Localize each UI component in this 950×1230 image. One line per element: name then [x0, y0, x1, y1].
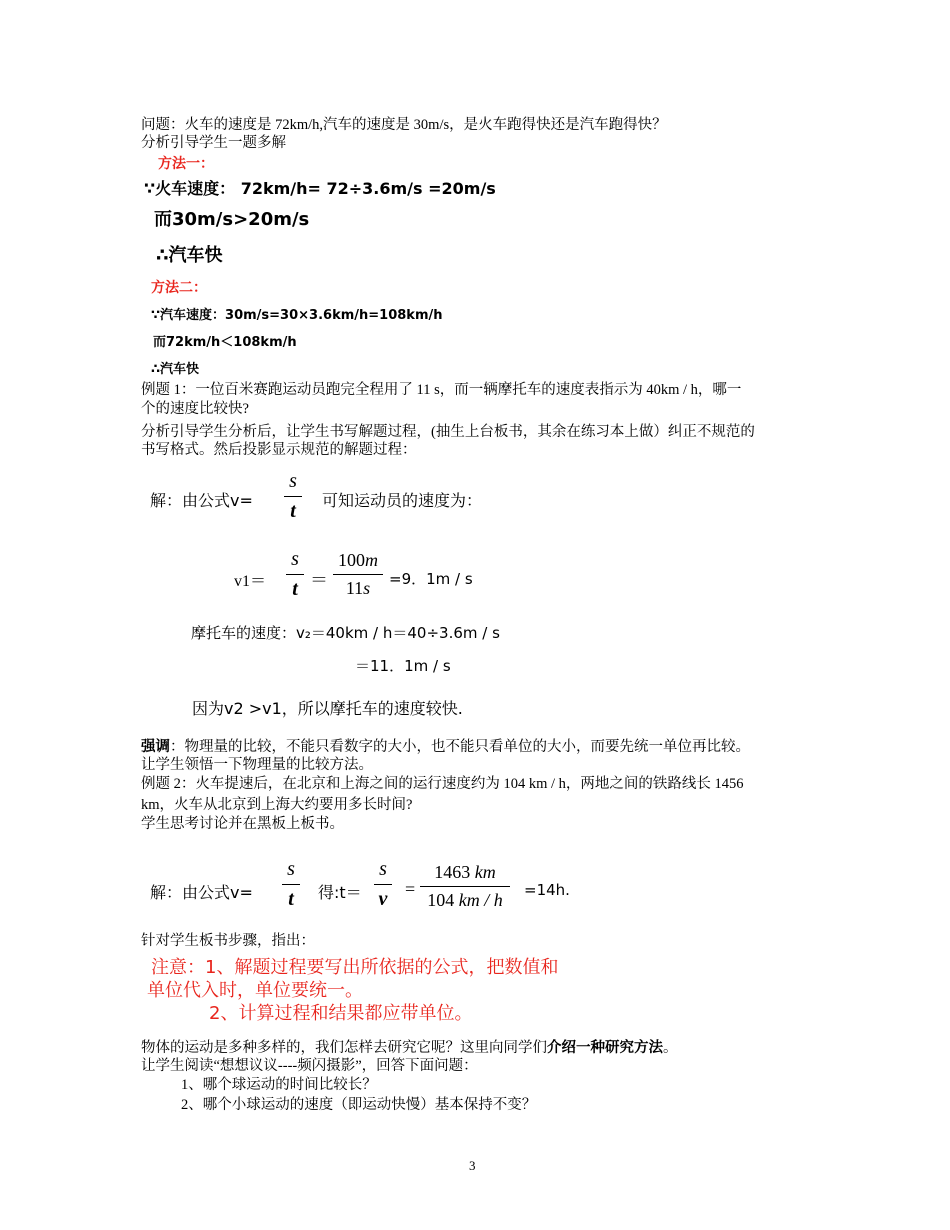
method1-line2: 而30m/s>20m/s — [154, 209, 310, 230]
emphasis-text: ：物理量的比较，不能只看数字的大小，也不能只看单位的大小，而要先统一单位再比较。 — [170, 739, 750, 755]
fraction-bar — [333, 574, 383, 575]
numerator-unit: m — [365, 550, 378, 570]
numerator-value: 100 — [338, 550, 365, 570]
moto-speed-result: ＝11．1m / s — [355, 657, 451, 675]
solution2-mid: 得:t＝ — [318, 883, 362, 902]
fraction-denominator: v — [378, 888, 388, 910]
problem-guide: 分析引导学生一题多解 — [141, 135, 286, 151]
method2-line3: ∴汽车快 — [151, 362, 200, 377]
problem-question: 问题：火车的速度是 72km/h,汽车的速度是 30m/s，是火车跑得快还是汽车跑得快？ — [141, 117, 667, 133]
denominator-unit: s — [363, 578, 371, 598]
method1-line1: ∵火车速度： 72km/h= 72÷3.6m/s =20m/s — [144, 179, 496, 198]
example1-line2: 个的速度比较快? — [141, 401, 249, 417]
fraction-numerator: s — [289, 470, 297, 492]
example1-guide2: 书写格式。然后投影显示规范的解题过程： — [141, 442, 417, 458]
fraction-bar — [282, 884, 300, 885]
v1-label: v1＝ — [234, 573, 267, 590]
method2-title: 方法二： — [151, 280, 207, 296]
remark-lead: 针对学生板书步骤，指出： — [141, 933, 315, 949]
solution1-tail: 可知运动员的速度为： — [322, 491, 483, 510]
fraction-denominator: t — [288, 888, 294, 910]
emphasis-line2: 让学生领悟一下物理量的比较方法。 — [141, 757, 373, 773]
moto-speed-line: 摩托车的速度：v₂＝40km / h＝40÷3.6m / s — [191, 624, 500, 642]
closing-line1-bold: 介绍一种研究方法 — [547, 1040, 663, 1056]
closing-question1: 1、哪个球运动的时间比较长？ — [181, 1077, 377, 1093]
solution2-t-fraction — [374, 858, 392, 911]
fraction-bar — [284, 496, 302, 497]
closing-line1-a: 物体的运动是多种多样的，我们怎样去研究它呢？这里向同学们 — [141, 1040, 547, 1056]
emphasis-line1 — [141, 738, 750, 756]
fraction-bar — [286, 574, 304, 575]
fraction-denominator — [333, 578, 383, 599]
closing-line2: 让学生阅读“想想议议----频闪摄影”，回答下面问题： — [141, 1058, 478, 1074]
method1-title: 方法一： — [158, 156, 214, 172]
fraction-denominator: t — [290, 500, 296, 522]
v1-fraction-st — [286, 548, 304, 601]
method2-line1: ∵汽车速度：30m/s=30×3.6km/h=108km/h — [151, 308, 443, 323]
closing-line1 — [141, 1039, 678, 1057]
solution2-result: =14h. — [524, 881, 570, 899]
closing-line1-c: 。 — [663, 1040, 678, 1056]
example2-line2: km，火车从北京到上海大约要用多长时间? — [141, 797, 413, 813]
closing-question2: 2、哪个小球运动的速度（即运动快慢）基本保持不变？ — [181, 1097, 537, 1113]
v1-equals: ＝ — [310, 570, 328, 590]
remark-note3: 2、计算过程和结果都应带单位。 — [209, 1003, 473, 1024]
remark-note1: 注意：1、解题过程要写出所依据的公式，把数值和 — [151, 957, 559, 978]
numerator-unit: km — [474, 862, 496, 882]
example1-guide1: 分析引导学生分析后，让学生书写解题过程，(抽生上台板书，其余在练习本上做）纠正不规范的 — [141, 424, 755, 440]
method1-line3: ∴汽车快 — [156, 245, 223, 266]
page-number: 3 — [469, 1158, 476, 1173]
solution2-lead: 解：由公式v= — [150, 883, 253, 902]
numerator-value: 1463 — [434, 862, 471, 882]
denominator-value: 11 — [345, 578, 364, 598]
fraction-numerator: s — [379, 858, 387, 880]
fraction-numerator — [420, 862, 510, 883]
fraction-denominator: t — [292, 578, 298, 600]
solution1-lead: 解：由公式v= — [150, 491, 253, 510]
solution1-conclusion: 因为v2 >v1，所以摩托车的速度较快. — [192, 699, 463, 718]
fraction-bar — [420, 886, 510, 887]
fraction-numerator — [333, 550, 383, 571]
fraction-bar — [374, 884, 392, 885]
denominator-unit: km / h — [458, 890, 503, 910]
fraction-denominator — [420, 890, 510, 911]
solution2-value-fraction — [420, 862, 510, 911]
solution1-formula-fraction — [284, 470, 302, 523]
fraction-numerator: s — [291, 548, 299, 570]
solution2-equals: = — [405, 879, 416, 899]
v1-fraction-values — [333, 550, 383, 599]
solution2-formula-fraction — [282, 858, 300, 911]
remark-note2: 单位代入时，单位要统一。 — [147, 980, 363, 1001]
fraction-numerator: s — [287, 858, 295, 880]
method2-line2: 而72km/h＜108km/h — [153, 335, 297, 350]
denominator-value: 104 — [427, 890, 455, 910]
emphasis-label: 强调 — [141, 739, 170, 755]
example2-line3: 学生思考讨论并在黑板上板书。 — [141, 816, 344, 832]
v1-result: =9．1m / s — [389, 570, 473, 588]
example2-line1: 例题 2：火车提速后，在北京和上海之间的运行速度约为 104 km / h，两地之间的铁路线长 1456 — [141, 776, 744, 792]
example1-line1: 例题 1：一位百米赛跑运动员跑完全程用了 11 s，而一辆摩托车的速度表指示为 40km / h，哪一 — [141, 382, 742, 398]
